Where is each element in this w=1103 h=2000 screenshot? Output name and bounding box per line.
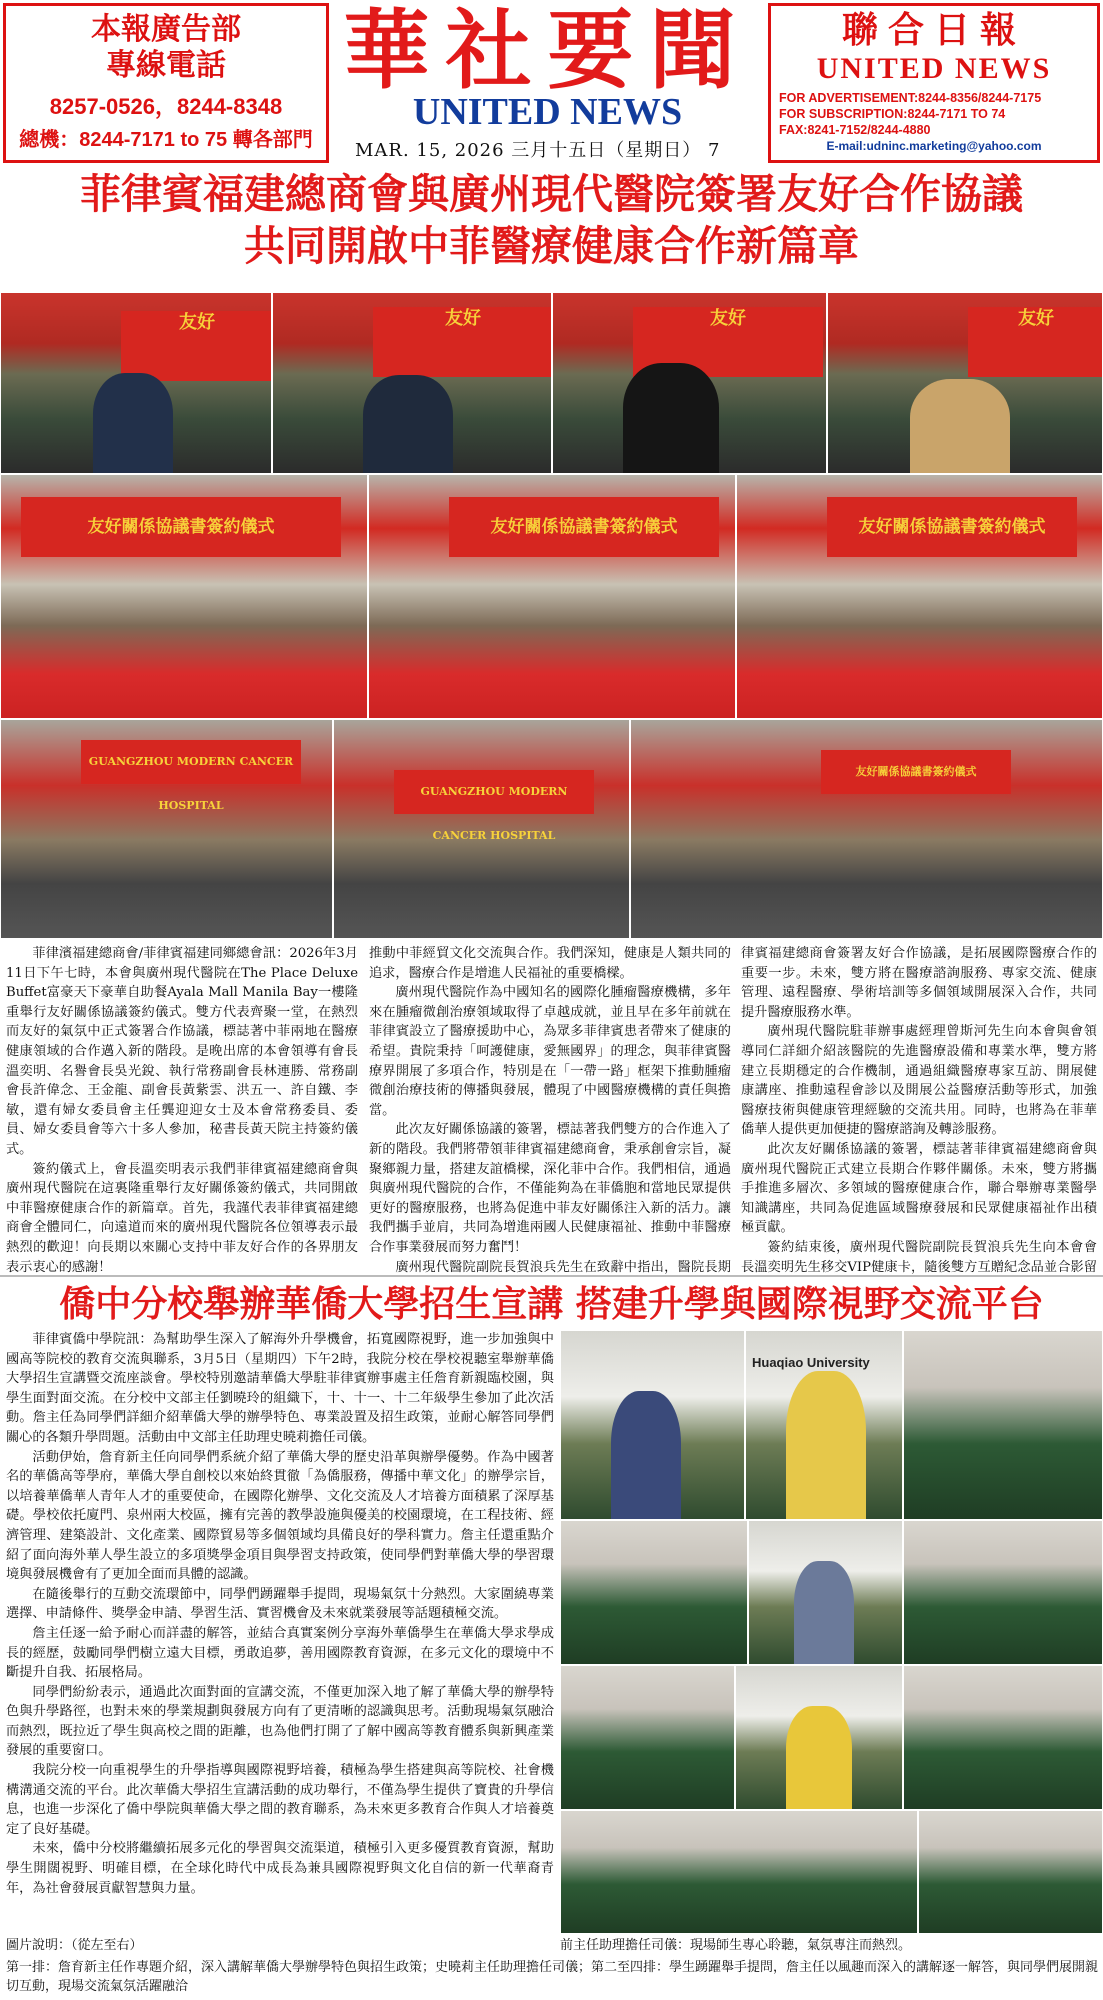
photo-group-2 — [333, 719, 630, 939]
article1-headline-line2: 共同開啟中菲醫療健康合作新篇章 — [244, 222, 859, 270]
paragraph: 菲律賓僑中學院訊：為幫助學生深入了解海外升學機會，拓寬國際視野，進一步加強與中國高等院校的教育交流與聯系，3月5日（星期四）下午2時，我院分校在學校視聽室舉辦華僑大學招生宣講暨交流座談會。學校特別邀請華僑大學駐菲律賓辦事處主任詹育新親臨校園，與學生面對面交流。在分校中文部主任劉曉玲的組織下，十、十一、十二年級學生參加了此次活動。詹主任為同學們詳細介紹華僑大學的辦學特色、專業設置及招生政策，並耐心解答同學們關心的各類升學問題。活動由中文部主任助理史曉莉擔任司儀。 — [6, 1332, 554, 1445]
photo-school-3 — [903, 1330, 1103, 1520]
article1-column-1 — [6, 944, 358, 1274]
person-figure — [786, 1371, 866, 1520]
paragraph: 廣州現代醫院作為中國知名的國際化腫瘤醫療機構，多年來在腫瘤微創治療領域取得了卓越成就，並且早在多年前就在菲律賓設立了醫療援助中心，為眾多菲律賓患者帶來了健康的希望。貴院秉持「呵護健康，愛無國界」的理念，與菲律賓醫療界開展了多項合作，特別是在「一帶一路」框架下推動腫瘤微創治療技術的傳播與發展，體現了中國醫療機構的責任與擔當。 — [369, 985, 731, 1118]
paragraph: 簽約結束後，廣州現代醫院副院長賀浪兵先生向本會會長溫奕明先生移交VIP健康卡，隨後雙方互贈紀念品並合影留 — [741, 1239, 1097, 1274]
article1-headline-line1: 菲律賓福建總商會與廣州現代醫院簽署友好合作協議 — [80, 170, 1023, 218]
photo-group-1 — [0, 719, 333, 939]
paragraph: 在隨後舉行的互動交流環節中，同學們踴躍舉手提問，現場氣氛十分熱烈。大家圍繞專業選擇、申請條件、獎學金申請、學習生活、實習機會及未來就業發展等話題積極交流。 — [6, 1586, 554, 1622]
photo-banner-text: 友好 — [445, 308, 481, 329]
photo-signing-2 — [368, 474, 736, 719]
photo-banner-text: 友好關係協議書簽約儀式 — [490, 517, 678, 537]
photo-speaker-4 — [827, 292, 1103, 474]
photo-school-11 — [918, 1810, 1103, 1934]
paragraph: 律賓福建總商會簽署友好合作協議，是拓展國際醫療合作的重要一步。未來，雙方將在醫療諮詢服務、專家交流、健康管理、遠程醫療、學術培訓等多個領域開展深入合作，共同提升醫療服務水準。 — [741, 946, 1097, 1020]
article2-headline: 僑中分校舉辦華僑大學招生宣講 搭建升學與國際視野交流平台 — [59, 1283, 1044, 1325]
paragraph: 此次友好關係協議的簽署，標誌著菲律賓福建總商會與廣州現代醫院正式建立長期合作夥伴關係。未來，雙方將攜手推進多層次、多領域的醫療健康合作，聯合舉辦專業醫學知識講座，共同為促進區域醫療發展和民眾健康福祉作出積極貢獻。 — [741, 1141, 1097, 1236]
photo-banner-text: 友好 — [1018, 308, 1054, 329]
photo-school-2 — [745, 1330, 903, 1520]
photo-banner — [394, 770, 594, 842]
paragraph: 活動伊始，詹育新主任向同學們系統介紹了華僑大學的歷史沿革與辦學優勢。作為中國著名的華僑高等學府，華僑大學自創校以來始終貫徹「為僑服務，傳播中華文化」的辦學宗旨，以培養華僑華人青年人才的重要使命，在國際化辦學、文化交流及人才培養方面積累了深厚基礎。學校依托廈門、泉州兩大校區，擁有完善的教學設施與優美的校園環境，在工程技術、經濟管理、建築設計、文化產業、國際貿易等多個領域均具備良好的學科實力。詹主任還重點介紹了面向海外華人學生設立的多項獎學金項目與學習支持政策，使同學們對華僑大學的學習環境與發展機會有了更加全面而具體的認識。 — [6, 1449, 554, 1583]
person-figure — [794, 1561, 854, 1665]
photo-banner — [81, 740, 301, 812]
ad-dept-phones: 8257-0526，8244-8348 — [49, 94, 283, 119]
photo-banner-text: GUANGZHOU MODERN CANCER HOSPITAL — [88, 755, 294, 812]
person-figure — [786, 1706, 852, 1810]
photo-banner — [21, 497, 341, 557]
person-figure — [623, 363, 719, 474]
photo-signing-3 — [736, 474, 1103, 719]
ad-dept-subtitle: 專線電話 — [106, 48, 226, 83]
photo-caption-details: 第一排：詹育新主任作專題介紹，深入講解華僑大學辦學特色與招生政策；史曉莉主任助理擔任司儀；第二至四排：學生踴躍舉手提問，詹主任以風趣而深入的講解逐一解答，與同學們展開親切互動，現場交流氣氛活躍融洽 — [6, 1960, 1099, 1994]
photo-banner — [968, 307, 1103, 377]
photo-school-1 — [560, 1330, 745, 1520]
ad-dept-title: 本報廣告部 — [91, 12, 241, 47]
advertisement-phone: FOR ADVERTISEMENT:8244-8356/8244-7175 — [779, 91, 1042, 105]
paragraph: 推動中菲經貿文化交流與合作。我們深知，健康是人類共同的追求，醫療合作是增進人民福祉的重要橋樑。 — [369, 946, 731, 981]
paragraph: 簽約儀式上，會長溫奕明表示我們菲律賓福建總商會與廣州現代醫院在這裏隆重舉行友好關係簽約儀式，共同開啟中菲醫療健康合作的新篇章。首先，我謹代表菲律賓福建總商會全體同仁，向遠道而來的廣州現代醫院各位領導表示最熱烈的歡迎！向長期以來關心支持中菲友好合作的各界朋友表示衷心的感謝！ — [6, 1161, 358, 1274]
photo-school-10 — [560, 1810, 918, 1934]
article1-column-3 — [741, 944, 1097, 1274]
person-figure — [363, 375, 453, 474]
fax-number: FAX:8241-7152/8244-4880 — [779, 123, 931, 137]
section-title-zh: 華社要聞 — [343, 0, 752, 101]
photo-school-6 — [903, 1520, 1103, 1665]
paragraph: 菲律濱福建總商會/菲律賓福建同鄉總會訊：2026年3月11日下午七時，本會與廣州現代醫院在The Place Deluxe Buffet富豪天下豪華自助餐Ayala Mall Manila Bay一樓隆重舉行友好關係協議簽約儀式。雙方代表齊聚一堂，在熱烈而友好的氣氛中正式簽署合作協議，標誌著中菲兩地在醫療健康領域的合作邁入新的階段。是晚出席的本會領導有會長溫奕明、名譽會長吳光銳、執行常務副會長林連勝、常務副會長許偉念、王金龍、副會長黃紫雲、洪五一、許自鐵、李敏，還有婦女委員會主任龔迎迎女士及本會常務委員、委員、婦女委員會等六十多人參加，秘書長黃天院主持簽約儀式。 — [6, 946, 358, 1157]
photo-banner-text: 友好關係協議書簽約儀式 — [87, 517, 275, 537]
newspaper-info-box — [768, 3, 1100, 163]
contact-info — [771, 90, 1097, 138]
paragraph: 此次友好關係協議的簽署，標誌著我們雙方的合作進入了新的階段。我們將帶領菲律賓福建總商會，秉承創會宗旨，凝聚鄉親力量，搭建友誼橋樑，深化菲中合作。我們相信，通過與廣州現代醫院的合作，不僅能夠為在菲僑胞和當地民眾提供更好的醫療服務，也將為促進中菲友好關係注入新的活力。讓我們攜手並肩，共同為增進兩國人民健康福祉、推動中菲醫療合作事業發展而努力奮鬥！ — [369, 1122, 731, 1255]
paragraph: 同學們紛紛表示，通過此次面對面的宣講交流，不僅更加深入地了解了華僑大學的辦學特色與升學路徑，也對未來的學業規劃與發展方向有了更清晰的認識與思考。活動現場氣氛融洽而熱烈，既拉近了學生與高校之間的距離，也為他們打開了了解中國高等教育體系與新興產業發展的重要窗口。 — [6, 1684, 554, 1759]
photo-banner-text: 友好關係協議書簽約儀式 — [858, 517, 1046, 537]
photo-banner-text: 友好 — [179, 312, 215, 333]
section-title — [335, 0, 760, 133]
paragraph: 詹主任逐一給予耐心而詳盡的解答，並結合真實案例分享海外華僑學生在華僑大學求學成長的經歷，鼓勵同學們樹立遠大目標，勇敢追夢，善用國際教育資源，在多元文化的環境中不斷提升自我、拓展格局。 — [6, 1625, 554, 1681]
article1-column-2 — [369, 944, 731, 1274]
paragraph: 我院分校一向重視學生的升學指導與國際視野培養，積極為學生搭建與高等院校、社會機構溝通交流的平台。此次華僑大學招生宣講活動的成功舉行，不僅為學生提供了寶貴的升學信息，也進一步深化了僑中學院與華僑大學之間的教育聯系，為未來更多教育合作與人才培養奠定了良好基礎。 — [6, 1763, 554, 1837]
photo-speaker-2 — [272, 292, 552, 474]
person-figure — [93, 373, 173, 474]
section-divider — [0, 1275, 1103, 1277]
subscription-phone: FOR SUBSCRIPTION:8244-7171 TO 74 — [779, 107, 1006, 121]
newspaper-name-en: UNITED NEWS — [816, 52, 1052, 85]
photo-school-8 — [735, 1665, 903, 1810]
photo-banner-text: 友好 — [710, 308, 746, 329]
photo-group-3 — [630, 719, 1103, 939]
article2-body — [6, 1330, 554, 1930]
ad-dept-switchboard: 總機：8244-7171 to 75 轉各部門 — [19, 129, 313, 151]
person-figure — [910, 379, 1010, 474]
photo-school-9 — [903, 1665, 1103, 1810]
photo-school-4 — [560, 1520, 748, 1665]
photo-caption-right: 前主任助理擔任司儀：現場師生專心聆聽，氣氛專注而熱烈。 — [560, 1938, 912, 1953]
paragraph: 未來，僑中分校將繼續拓展多元化的學習與交流渠道，積極引入更多優質教育資源，幫助學生開闊視野、明確目標，在全球化時代中成長為兼具國際視野與文化自信的新一代華裔青年，為社會發展貢獻智慧與力量。 — [6, 1841, 554, 1896]
photo-banner — [821, 750, 1011, 794]
photo-speaker-3 — [552, 292, 827, 474]
masthead — [0, 0, 1103, 166]
ad-department-box — [3, 3, 329, 163]
photo-caption-heading: 圖片說明：（從左至右） — [6, 1938, 143, 1953]
photo-banner — [449, 497, 719, 557]
person-figure — [611, 1391, 681, 1520]
photo-banner — [121, 311, 272, 381]
photo-banner — [373, 307, 552, 377]
email-address[interactable]: E-mail:udninc.marketing@yahoo.com — [826, 139, 1042, 153]
photo-banner-text: GUANGZHOU MODERN CANCER HOSPITAL — [420, 785, 568, 842]
dateline: MAR. 15, 2026 三月十五日（星期日） 7 — [355, 140, 721, 161]
photo-signing-1 — [0, 474, 368, 719]
photo-school-5 — [748, 1520, 903, 1665]
paragraph: 廣州現代醫院駐菲辦事處經理曾斯河先生向本會與會領導同仁詳細介紹該醫院的先進醫療設備和專業水準，雙方將建立長期穩定的合作機制，通過組織醫療專家互訪、開展健康講座、推動遠程會診以及開展公益醫療活動等形式，加強醫療技術與健康管理經驗的交流共用。同時，也將為在菲華僑華人提供更加便捷的醫療諮詢及轉診服務。 — [741, 1024, 1097, 1138]
photo-banner — [827, 497, 1077, 557]
newspaper-name-zh: 聯合日報 — [841, 9, 1026, 51]
photo-speaker-1 — [0, 292, 272, 474]
paragraph: 廣州現代醫院副院長賀浪兵先生在致辭中指出，醫院長期 — [395, 1259, 731, 1274]
photo-school-7 — [560, 1665, 735, 1810]
section-title-en: UNITED NEWS — [412, 91, 683, 133]
photo-banner-text: 友好關係協議書簽約儀式 — [855, 765, 977, 778]
slide-text: Huaqiao University — [752, 1355, 870, 1370]
